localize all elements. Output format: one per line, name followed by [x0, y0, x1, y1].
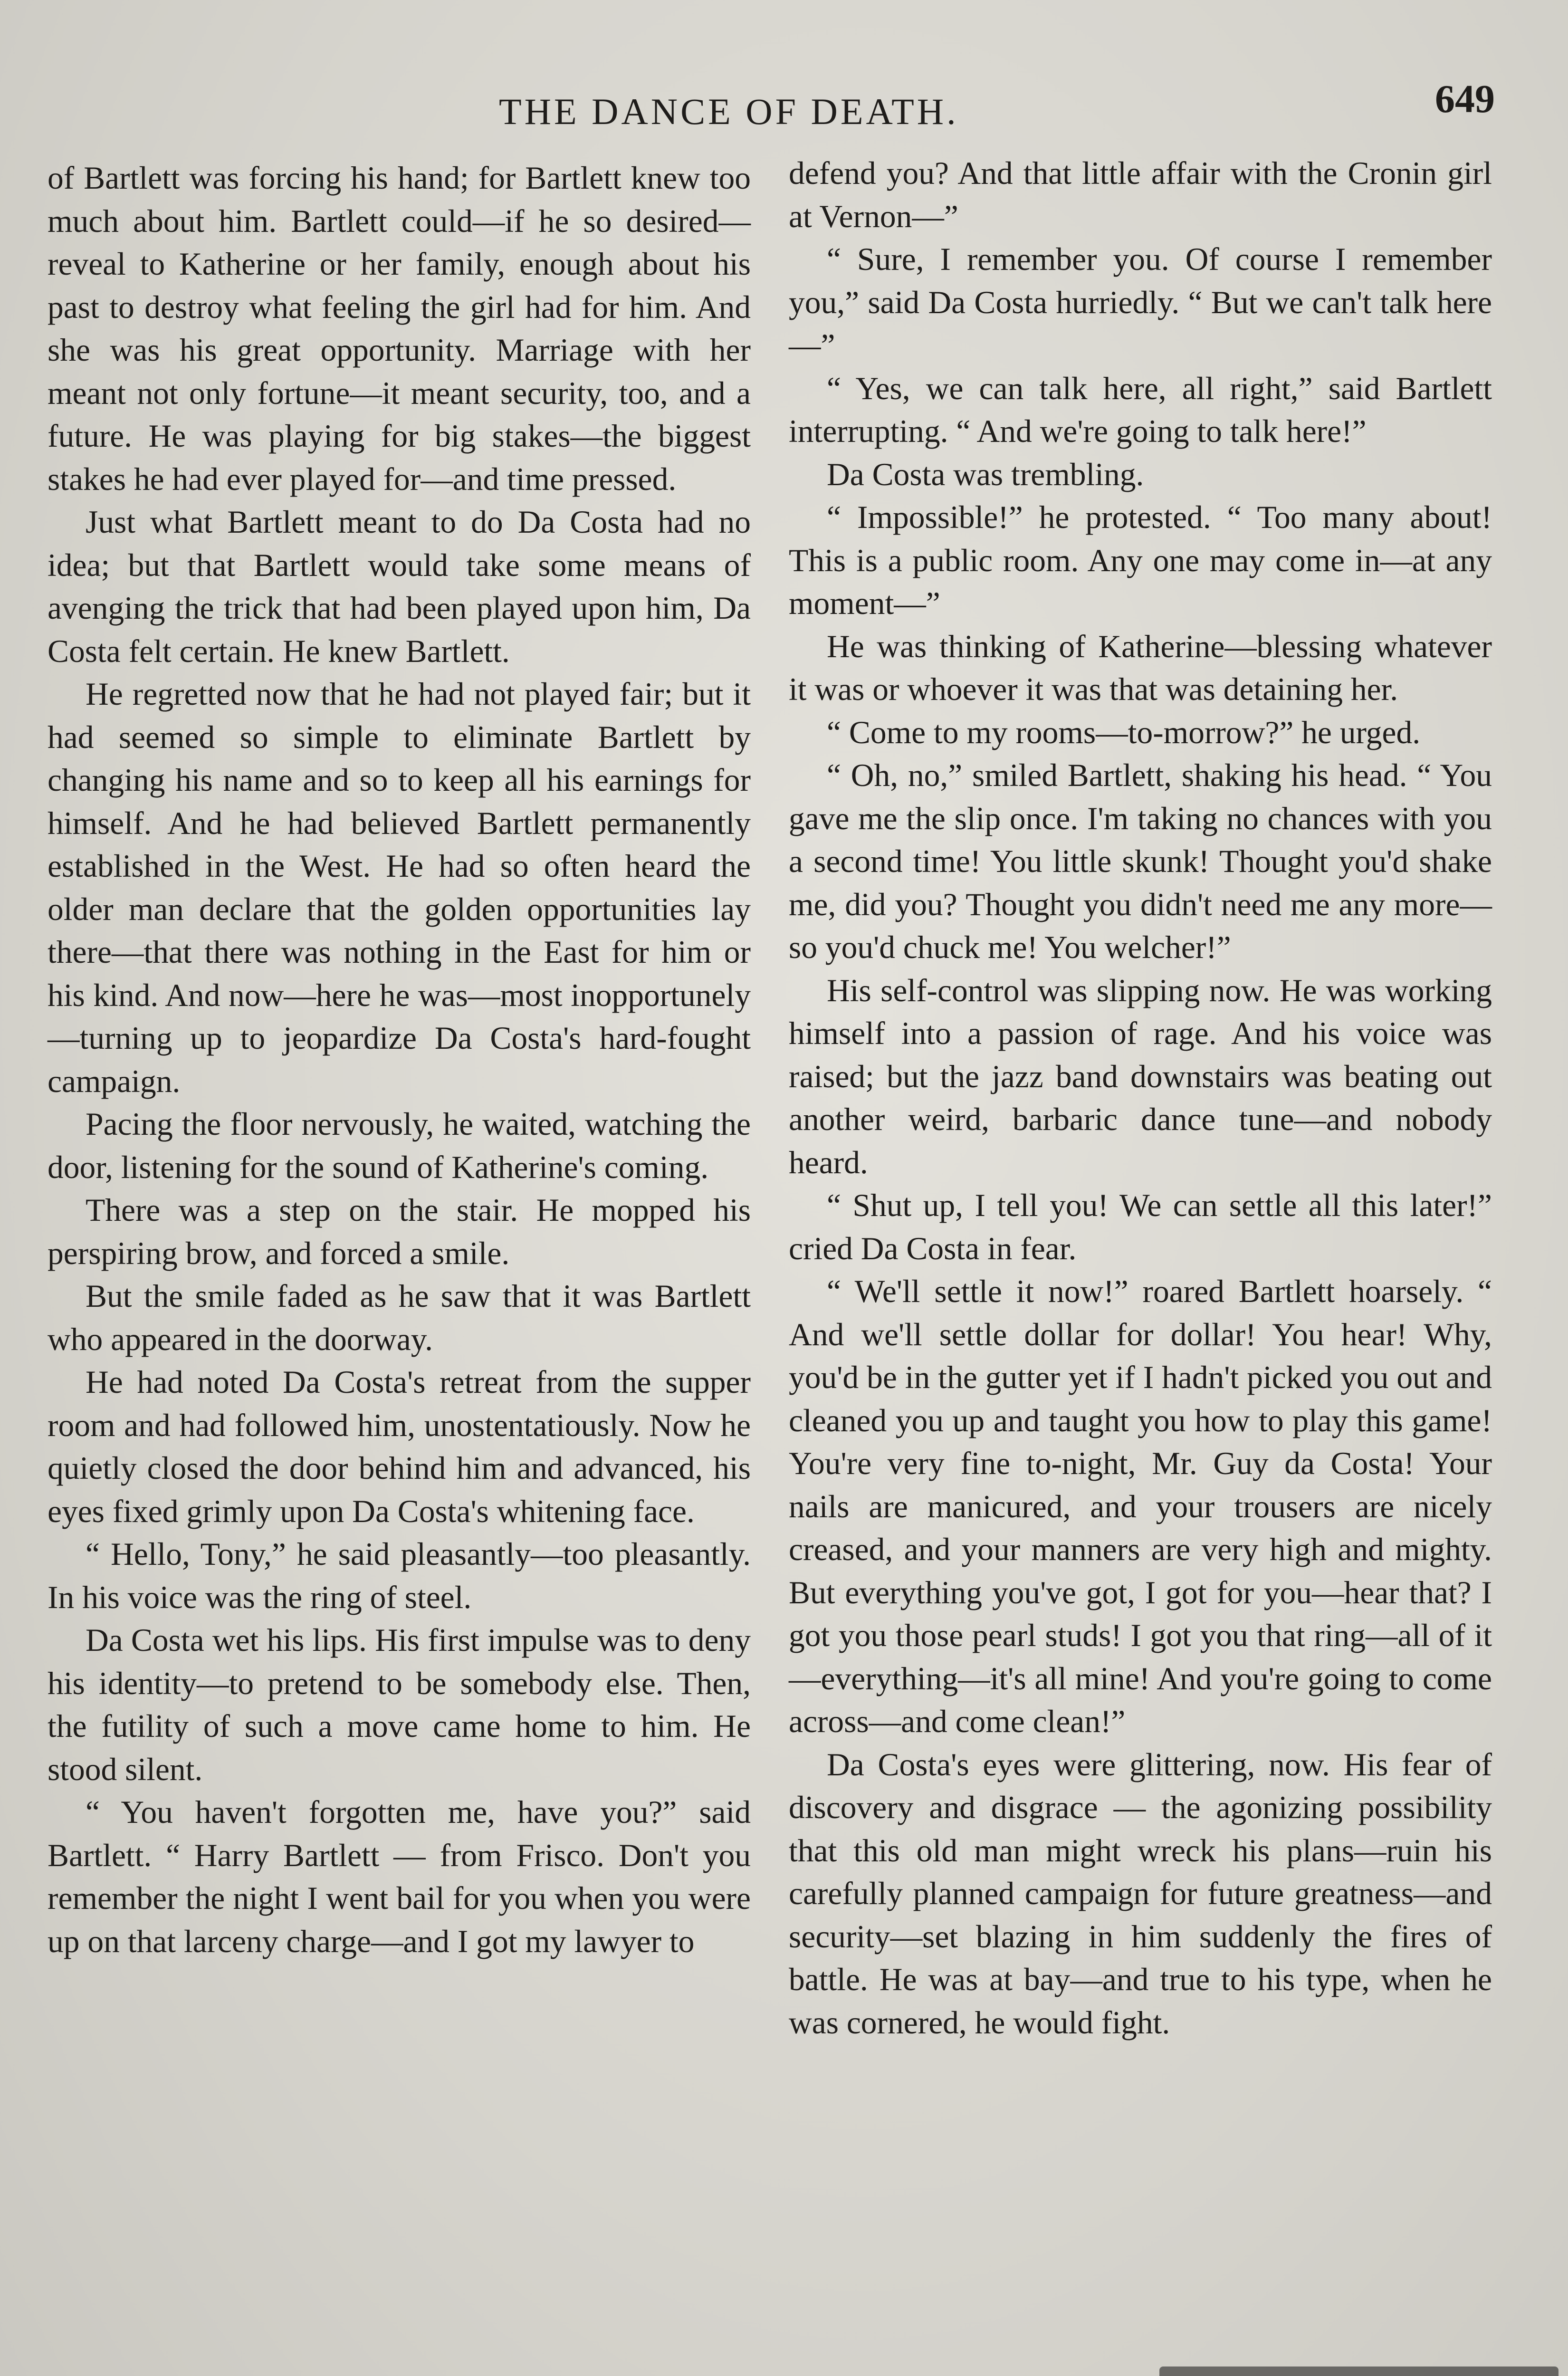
paragraph: “ Sure, I remember you. Of course I remember you,” said Da Costa hurriedly. “ But we can't talk here—”: [789, 241, 1492, 363]
paragraph: defend you? And that little affair with the Cronin girl at Vernon—”: [789, 155, 1492, 234]
paragraph: Da Costa wet his lips. His first impulse was to deny his identity—to pretend to be somebody else. Then, the futility of such a move came home to him. He stood silent.: [48, 1622, 751, 1787]
paragraph: “ You haven't forgotten me, have you?” said Bartlett. “ Harry Bartlett — from Frisco. Don't you remember the night I went bail for you when you were up on that larceny charge—and I got my lawyer to: [48, 1794, 751, 1959]
paragraph: “ Yes, we can talk here, all right,” said Bartlett interrupting. “ And we're going to talk here!”: [789, 370, 1492, 449]
paragraph: “ Come to my rooms—to-morrow?” he urged.: [827, 714, 1421, 750]
paragraph: Just what Bartlett meant to do Da Costa had no idea; but that Bartlett would take some means of avenging the trick that had been played upon him, Da Costa felt certain. He knew Bartlett.: [48, 504, 751, 669]
paragraph: of Bartlett was forcing his hand; for Bartlett knew too much about him. Bartlett could—if he so desired—reveal to Katherine or her family, enough about his past to destroy what feeling the girl had for him. And she was his great opportunity. Marriage with her meant not only fortune—it meant security, too, and a future. He was playing for big stakes—the biggest stakes he had ever played for—and time pressed.: [48, 160, 751, 497]
paragraph: “ We'll settle it now!” roared Bartlett hoarsely. “ And we'll settle dollar for dollar! You hear! Why, you'd be in the gutter yet if I hadn't picked you out and cleaned you up and taught you how to play this game! You're very fine to-night, Mr. Guy da Costa! Your nails are manicured, and your trousers are nicely creased, and your manners are very high and mighty. But everything you've got, I got for you—hear that? I got you those pearl studs! I got you that ring—all of it—everything—it's all mine! And you're going to come across—and come clean!”: [789, 1274, 1492, 1739]
paragraph: He regretted now that he had not played fair; but it had seemed so simple to eliminate Bartlett by changing his name and so to keep all his earnings for himself. And he had believed Bartlett permanently established in the West. He had so often heard the older man declare that the golden opportunities lay there—that there was nothing in the East for him or his kind. And now—here he was—most inopportunely—turning up to jeopardize Da Costa's hard-fought campaign.: [48, 676, 751, 1099]
paragraph: “ Shut up, I tell you! We can settle all this later!” cried Da Costa in fear.: [789, 1188, 1492, 1266]
page-number: 649: [1435, 77, 1495, 121]
paragraph: He had noted Da Costa's retreat from the supper room and had followed him, unostentatiously. Now he quietly closed the door behind him and advanced, his eyes fixed grimly upon Da Costa's whitening face.: [48, 1364, 751, 1529]
paragraph: Pacing the floor nervously, he waited, watching the door, listening for the sound of Katherine's coming.: [48, 1106, 751, 1185]
paragraph: “ Oh, no,” smiled Bartlett, shaking his head. “ You gave me the slip once. I'm taking no chances with you a second time! You little skunk! Thought you'd shake me, did you? Thought you didn't need me any more—so you'd chuck me! You welcher!”: [789, 757, 1492, 965]
right-column: [789, 152, 1492, 2044]
paragraph: “ Hello, Tony,” he said pleasantly—too pleasantly. In his voice was the ring of steel.: [48, 1536, 751, 1615]
watermark-badge: [1159, 2366, 1558, 2376]
paragraph: But the smile faded as he saw that it was Bartlett who appeared in the doorway.: [48, 1278, 751, 1357]
paragraph: “ Impossible!” he protested. “ Too many about! This is a public room. Any one may come in—at any moment—”: [789, 499, 1492, 621]
page-header: [0, 71, 1568, 138]
paragraph: There was a step on the stair. He mopped his perspiring brow, and forced a smile.: [48, 1192, 751, 1271]
running-title: THE DANCE OF DEATH.: [499, 91, 959, 132]
paragraph: His self-control was slipping now. He was working himself into a passion of rage. And his voice was raised; but the jazz band downstairs was beating out another weird, barbaric dance tune—and nobody heard.: [789, 972, 1492, 1180]
left-column: [48, 157, 751, 1963]
paragraph: Da Costa was trembling.: [827, 456, 1144, 492]
paragraph: Da Costa's eyes were glittering, now. His fear of discovery and disgrace — the agonizing possibility that this old man might wreck his plans—ruin his carefully planned campaign for future greatness—and security—set blazing in him suddenly the fires of battle. He was at bay—and true to his type, when he was cornered, he would fight.: [789, 1746, 1492, 2041]
paragraph: He was thinking of Katherine—blessing whatever it was or whoever it was that was detaining her.: [789, 628, 1492, 707]
